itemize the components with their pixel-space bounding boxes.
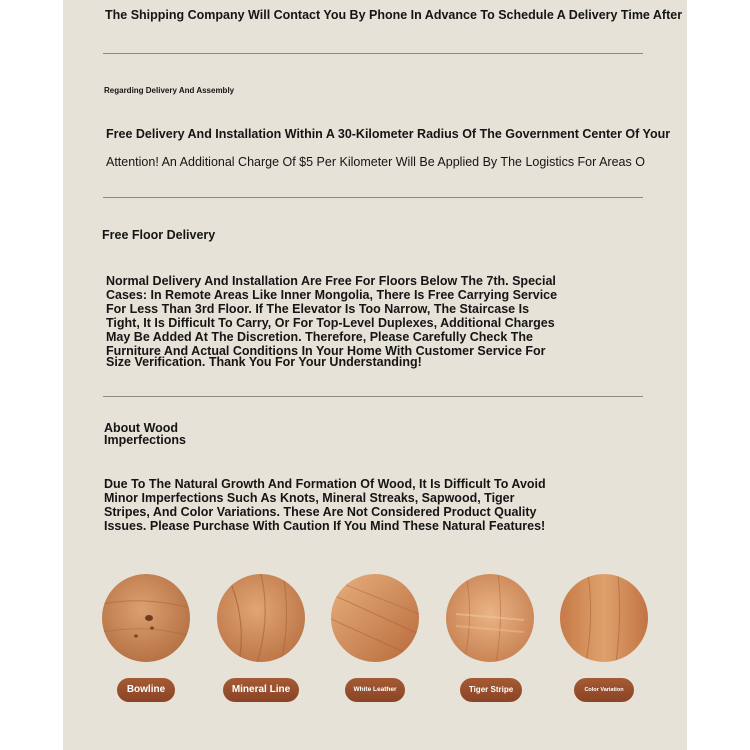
sample-label-color-variation: Color Variation (574, 678, 634, 702)
paragraph-line: Furniture And Actual Conditions In Your Home With Customer Service For (106, 344, 546, 358)
divider (103, 197, 643, 198)
sample-label-white-leather: White Leather (345, 678, 405, 702)
delivery-heading: Regarding Delivery And Assembly (104, 86, 235, 95)
paragraph-line: For Less Than 3rd Floor. If The Elevator Is Too Narrow, The Staircase Is (106, 302, 530, 316)
wood-heading-line: Imperfections (104, 433, 186, 447)
paragraph-line: May Be Added At The Discretion. Therefore, Please Carefully Check The (106, 330, 533, 344)
paragraph-line: Cases: In Remote Areas Like Inner Mongolia, There Is Free Carrying Service (106, 288, 558, 302)
wood-heading (104, 422, 186, 446)
floor-delivery-text (106, 274, 606, 369)
sample-label-bowline: Bowline (117, 678, 175, 702)
wood-sample-bowline (102, 574, 190, 662)
wood-sample-color-variation (560, 574, 648, 662)
paragraph-line: Issues. Please Purchase With Caution If You Mind These Natural Features! (104, 519, 546, 533)
divider (103, 53, 643, 54)
divider (103, 396, 643, 397)
wood-text (104, 477, 604, 533)
paragraph-line: Due To The Natural Growth And Formation Of Wood, It Is Difficult To Avoid (104, 477, 546, 491)
paragraph-line: Normal Delivery And Installation Are Free For Floors Below The 7th. Special (106, 274, 556, 288)
sample-label-tiger-stripe: Tiger Stripe (460, 678, 522, 702)
floor-delivery-heading: Free Floor Delivery (102, 228, 216, 242)
delivery-line-1: Free Delivery And Installation Within A 30-Kilometer Radius Of The Government Center Of Your (106, 127, 671, 141)
paragraph-line: Minor Imperfections Such As Knots, Mineral Streaks, Sapwood, Tiger (104, 491, 515, 505)
delivery-line-2: Attention! An Additional Charge Of $5 Per Kilometer Will Be Applied By The Logistics For Areas O (106, 155, 645, 169)
paragraph-line: Size Verification. Thank You For Your Understanding! (106, 355, 422, 369)
paragraph-line: Stripes, And Color Variations. These Are Not Considered Product Quality (104, 505, 537, 519)
wood-sample-white-leather (331, 574, 419, 662)
shipping-notice: The Shipping Company Will Contact You By Phone In Advance To Schedule A Delivery Time After (105, 8, 683, 22)
sample-label-mineral-line: Mineral Line (223, 678, 299, 702)
page-panel (63, 0, 687, 750)
wood-heading-line: About Wood (104, 421, 179, 435)
paragraph-line: Tight, It Is Difficult To Carry, Or For Top-Level Duplexes, Additional Charges (106, 316, 555, 330)
wood-sample-mineral-line (217, 574, 305, 662)
wood-sample-tiger-stripe (446, 574, 534, 662)
